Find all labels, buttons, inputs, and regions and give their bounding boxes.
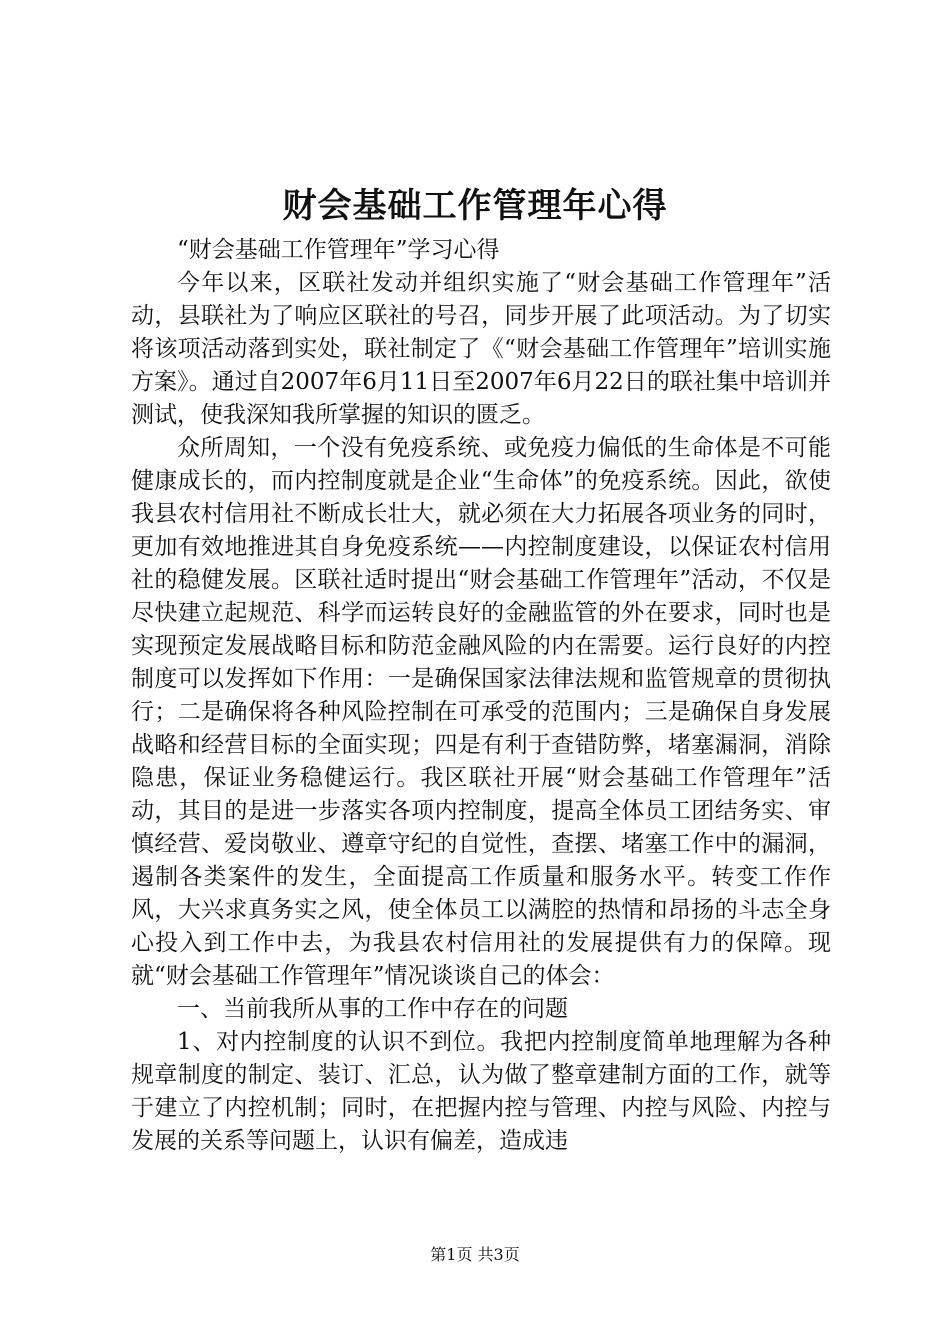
paragraph-intro: 今年以来，区联社发动并组织实施了“财会基础工作管理年”活动，县联社为了响应区联社的号召，同步开展了此项活动。为了切实将该项活动落到实处，联社制定了《“财会基础工作管理年”培训实施方案》。通过自2007年6月11日至2007年6月22日的联社集中培训并测试，使我深知我所掌握的知识的匮乏。 [131, 270, 831, 428]
page-footer: 第1页 共3页 [430, 1245, 520, 1264]
paragraph-item-1: 1、对内控制度的认识不到位。我把内控制度简单地理解为各种规章制度的制定、装订、汇总，认为做了整章建制方面的工作，就等于建立了内控机制；同时，在把握内控与管理、内控与风险、内控与发展的关系等问题上，认识有偏差，造成违 [131, 1029, 831, 1154]
document-title: 财会基础工作管理年心得 [282, 186, 668, 226]
document-body [131, 234, 831, 1158]
section-heading: 一、当前我所从事的工作中存在的问题 [177, 996, 568, 1022]
paragraph-main: 众所周知，一个没有免疫系统、或免疫力偏低的生命体是不可能健康成长的，而内控制度就是企业“生命体”的免疫系统。因此，欲使我县农村信用社不断成长壮大，就必须在大力拓展各项业务的同时，更加有效地推进其自身免疫系统——内控制度建设，以保证农村信用社的稳健发展。区联社适时提出“财会基础工作管理年”活动，不仅是尽快建立起规范、科学而运转良好的金融监管的外在要求，同时也是实现预定发展战略目标和防范金融风险的内在需要。运行良好的内控制度可以发挥如下作用：一是确保国家法律法规和监管规章的贯彻执行；二是确保将各种风险控制在可承受的范围内；三是确保自身发展战略和经营目标的全面实现；四是有利于查错防弊，堵塞漏洞，消除隐患，保证业务稳健运行。我区联社开展“财会基础工作管理年”活动，其目的是进一步落实各项内控制度，提高全体员工团结务实、审慎经营、爱岗敬业、遵章守纪的自觉性，查摆、堵塞工作中的漏洞，遏制各类案件的发生，全面提高工作质量和服务水平。转变工作作风，大兴求真务实之风，使全体员工以满腔的热情和昂扬的斗志全身心投入到工作中去，为我县农村信用社的发展提供有力的保障。现就“财会基础工作管理年”情况谈谈自己的体会： [131, 435, 831, 989]
paragraph-subtitle: “财会基础工作管理年”学习心得 [177, 237, 500, 263]
